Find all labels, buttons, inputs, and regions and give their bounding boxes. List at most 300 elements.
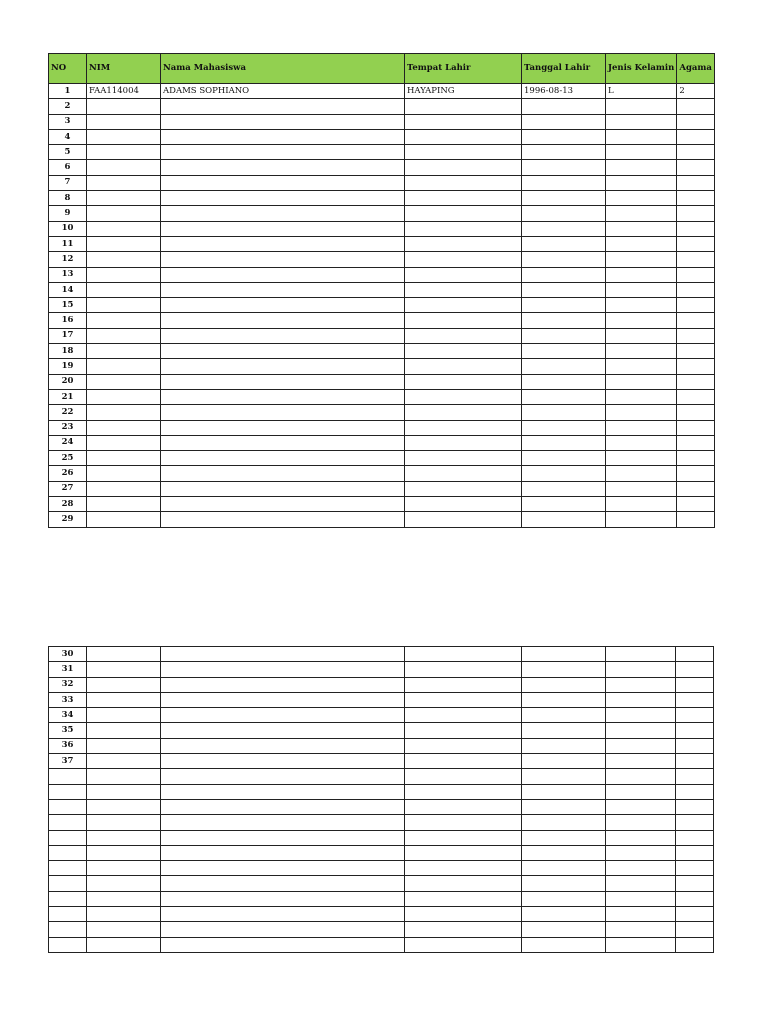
table-cell: [161, 420, 405, 435]
table-cell: [87, 252, 161, 267]
cell-no: 14: [49, 282, 87, 297]
table-cell: [161, 435, 405, 450]
cell-no: 34: [49, 708, 87, 723]
table-cell: [87, 497, 161, 512]
cell-no: 23: [49, 420, 87, 435]
table-cell: [161, 160, 405, 175]
table-cell: [676, 769, 714, 784]
table-cell: [405, 876, 522, 891]
table-cell: [606, 907, 676, 922]
cell-no: [49, 845, 87, 860]
table-cell: [161, 708, 405, 723]
table-cell: [522, 236, 606, 251]
table-cell: [87, 723, 161, 738]
table-cell: [676, 677, 714, 692]
table-cell: [606, 282, 677, 297]
table-cell: [522, 344, 606, 359]
table-cell: [522, 420, 606, 435]
cell-no: 15: [49, 298, 87, 313]
table-cell: [522, 405, 606, 420]
table-row: [49, 799, 714, 814]
cell-no: [49, 922, 87, 937]
table-cell: [606, 267, 677, 282]
table-row: [49, 497, 715, 512]
cell-no: [49, 861, 87, 876]
table-cell: [405, 512, 522, 527]
table-row: [49, 313, 715, 328]
table-cell: [161, 389, 405, 404]
table-cell: [677, 236, 715, 251]
cell-no: 3: [49, 114, 87, 129]
table-cell: [87, 845, 161, 860]
table-cell: [676, 845, 714, 860]
table-cell: [522, 876, 606, 891]
table-cell: [87, 328, 161, 343]
table-cell: [405, 298, 522, 313]
table-cell: [405, 708, 522, 723]
table-row: [49, 145, 715, 160]
table-cell: [87, 282, 161, 297]
table-cell: [676, 799, 714, 814]
table-cell: [606, 723, 676, 738]
cell-no: 2: [49, 99, 87, 114]
cell-no: 17: [49, 328, 87, 343]
table-cell: [606, 328, 677, 343]
table-row: [49, 662, 714, 677]
table-cell: [522, 328, 606, 343]
table-row: [49, 236, 715, 251]
cell-tanggal-lahir: 1996-08-13: [522, 84, 606, 99]
cell-no: 1: [49, 84, 87, 99]
table-cell: [606, 876, 676, 891]
table-cell: [676, 662, 714, 677]
table-cell: [405, 891, 522, 906]
table-cell: [405, 738, 522, 753]
table-cell: [606, 236, 677, 251]
table-cell: [405, 481, 522, 496]
table-cell: [522, 845, 606, 860]
table-row: [49, 481, 715, 496]
cell-no: [49, 876, 87, 891]
table-row: [49, 647, 714, 662]
cell-no: 18: [49, 344, 87, 359]
table-cell: [522, 160, 606, 175]
cell-no: 22: [49, 405, 87, 420]
cell-no: 21: [49, 389, 87, 404]
cell-no: [49, 799, 87, 814]
table-cell: [87, 374, 161, 389]
table-cell: [677, 420, 715, 435]
cell-nama: ADAMS SOPHIANO: [161, 84, 405, 99]
table-cell: [405, 937, 522, 952]
table-cell: [405, 451, 522, 466]
cell-no: 31: [49, 662, 87, 677]
table-cell: [677, 374, 715, 389]
cell-no: [49, 937, 87, 952]
table-cell: [161, 815, 405, 830]
table-row: [49, 114, 715, 129]
student-table-page-2: [48, 646, 714, 953]
table-cell: [87, 481, 161, 496]
table-cell: [522, 313, 606, 328]
table-cell: [677, 328, 715, 343]
table-cell: [161, 937, 405, 952]
table-cell: [522, 145, 606, 160]
table-cell: [161, 206, 405, 221]
cell-no: 11: [49, 236, 87, 251]
cell-no: 26: [49, 466, 87, 481]
table-cell: [606, 160, 677, 175]
table-cell: [87, 907, 161, 922]
table-cell: [161, 692, 405, 707]
table-cell: [161, 512, 405, 527]
table-row: [49, 754, 714, 769]
table-cell: [87, 236, 161, 251]
table-cell: [161, 907, 405, 922]
table-cell: [606, 861, 676, 876]
cell-no: 6: [49, 160, 87, 175]
table-cell: [676, 738, 714, 753]
table-cell: [87, 175, 161, 190]
cell-nim: FAA114004: [87, 84, 161, 99]
table-row: [49, 708, 714, 723]
table-cell: [522, 738, 606, 753]
table-cell: [522, 677, 606, 692]
table-cell: [677, 206, 715, 221]
table-cell: [405, 466, 522, 481]
table-cell: [405, 160, 522, 175]
table-cell: [522, 298, 606, 313]
table-row: [49, 374, 715, 389]
table-cell: [161, 129, 405, 144]
table-cell: [161, 784, 405, 799]
table-cell: [405, 420, 522, 435]
table-row: [49, 891, 714, 906]
table-cell: [405, 344, 522, 359]
table-cell: [606, 175, 677, 190]
table-cell: [405, 907, 522, 922]
table-cell: [522, 252, 606, 267]
table-cell: [405, 799, 522, 814]
cell-no: 9: [49, 206, 87, 221]
table-cell: [161, 191, 405, 206]
cell-no: 13: [49, 267, 87, 282]
table-cell: [522, 662, 606, 677]
cell-no: 29: [49, 512, 87, 527]
table-cell: [87, 405, 161, 420]
table-cell: [161, 738, 405, 753]
cell-no: 19: [49, 359, 87, 374]
table-cell: [87, 267, 161, 282]
table-cell: [161, 359, 405, 374]
table-cell: [522, 435, 606, 450]
cell-no: 24: [49, 435, 87, 450]
table-cell: [87, 876, 161, 891]
table-cell: [606, 405, 677, 420]
table-row: [49, 129, 715, 144]
table-cell: [161, 114, 405, 129]
table-cell: [606, 420, 677, 435]
table-cell: [87, 435, 161, 450]
table-cell: [677, 191, 715, 206]
table-cell: [677, 512, 715, 527]
cell-no: 4: [49, 129, 87, 144]
header-no: NO: [49, 54, 87, 84]
table-row: [49, 784, 714, 799]
table-cell: [522, 815, 606, 830]
table-cell: [606, 481, 677, 496]
table-cell: [606, 497, 677, 512]
table-cell: [161, 145, 405, 160]
table-cell: [161, 876, 405, 891]
table-cell: [87, 160, 161, 175]
table-cell: [87, 754, 161, 769]
header-nama-mahasiswa: Nama Mahasiswa: [161, 54, 405, 84]
table-row: [49, 876, 714, 891]
table-cell: [522, 647, 606, 662]
table-cell: [677, 252, 715, 267]
table-cell: [522, 99, 606, 114]
table-cell: [405, 784, 522, 799]
table-cell: [87, 799, 161, 814]
table-cell: [677, 114, 715, 129]
table-cell: [405, 313, 522, 328]
table-cell: [405, 677, 522, 692]
table-row: [49, 359, 715, 374]
table-cell: [606, 206, 677, 221]
table-cell: [606, 451, 677, 466]
table-cell: [405, 769, 522, 784]
table-cell: [522, 282, 606, 297]
table-row: [49, 512, 715, 527]
table-cell: [606, 662, 676, 677]
table-cell: [677, 359, 715, 374]
table-cell: [87, 99, 161, 114]
table-cell: [522, 129, 606, 144]
table-cell: [405, 359, 522, 374]
header-tempat-lahir: Tempat Lahir: [405, 54, 522, 84]
table-cell: [522, 451, 606, 466]
table-cell: [522, 723, 606, 738]
table-row: [49, 328, 715, 343]
table-cell: [161, 845, 405, 860]
table-cell: [405, 405, 522, 420]
table-cell: [522, 175, 606, 190]
table-cell: [606, 435, 677, 450]
table-cell: [161, 236, 405, 251]
table-cell: [161, 647, 405, 662]
table-cell: [161, 662, 405, 677]
table-cell: [87, 922, 161, 937]
table-cell: [405, 252, 522, 267]
table-cell: [87, 937, 161, 952]
table-cell: [87, 313, 161, 328]
table-cell: [676, 891, 714, 906]
table-cell: [522, 114, 606, 129]
table-cell: [606, 145, 677, 160]
table-cell: [522, 221, 606, 236]
header-jenis-kelamin: Jenis Kelamin: [606, 54, 677, 84]
table-cell: [405, 175, 522, 190]
table-cell: [87, 512, 161, 527]
table-cell: [522, 769, 606, 784]
cell-no: [49, 784, 87, 799]
table-cell: [87, 861, 161, 876]
table-row: [49, 344, 715, 359]
table-cell: [161, 830, 405, 845]
cell-no: 10: [49, 221, 87, 236]
table-cell: [606, 830, 676, 845]
cell-no: [49, 907, 87, 922]
table-cell: [87, 708, 161, 723]
cell-no: 35: [49, 723, 87, 738]
table-cell: [606, 922, 676, 937]
table-cell: [161, 677, 405, 692]
cell-no: [49, 815, 87, 830]
header-nim: NIM: [87, 54, 161, 84]
table-row: [49, 405, 715, 420]
table-cell: [161, 313, 405, 328]
table-row: [49, 191, 715, 206]
table-cell: [676, 647, 714, 662]
table-cell: [405, 845, 522, 860]
table-row: [49, 861, 714, 876]
student-table-page-1: [48, 53, 715, 528]
table-row: [49, 99, 715, 114]
cell-no: 12: [49, 252, 87, 267]
table-row: [49, 907, 714, 922]
cell-no: 27: [49, 481, 87, 496]
table-cell: [676, 815, 714, 830]
header-tanggal-lahir: Tanggal Lahir: [522, 54, 606, 84]
table-cell: [676, 861, 714, 876]
cell-no: 28: [49, 497, 87, 512]
table-cell: [606, 221, 677, 236]
table-cell: [522, 907, 606, 922]
table-cell: [87, 389, 161, 404]
table-cell: [522, 830, 606, 845]
table-cell: [606, 512, 677, 527]
table-cell: [405, 389, 522, 404]
table-row: [49, 922, 714, 937]
table-cell: [606, 754, 676, 769]
table-cell: [405, 435, 522, 450]
cell-agama: 2: [677, 84, 715, 99]
table-row: [49, 815, 714, 830]
table-cell: [676, 692, 714, 707]
table-cell: [606, 738, 676, 753]
table-cell: [606, 374, 677, 389]
table-cell: [606, 298, 677, 313]
table-cell: [87, 114, 161, 129]
table-cell: [87, 191, 161, 206]
table-cell: [677, 405, 715, 420]
header-row: [49, 54, 715, 84]
table-cell: [87, 451, 161, 466]
cell-no: [49, 891, 87, 906]
table-cell: [522, 891, 606, 906]
table-cell: [87, 344, 161, 359]
table-cell: [161, 99, 405, 114]
table-cell: [522, 692, 606, 707]
table-row: [49, 282, 715, 297]
table-cell: [522, 799, 606, 814]
table-row: [49, 84, 715, 99]
table-cell: [606, 769, 676, 784]
table-cell: [606, 359, 677, 374]
cell-jenis-kelamin: L: [606, 84, 677, 99]
table-cell: [606, 129, 677, 144]
table-cell: [161, 861, 405, 876]
table-cell: [161, 344, 405, 359]
table-cell: [676, 723, 714, 738]
table-cell: [606, 937, 676, 952]
table-cell: [87, 738, 161, 753]
table-cell: [87, 662, 161, 677]
table-row: [49, 206, 715, 221]
table-cell: [161, 481, 405, 496]
table-cell: [522, 937, 606, 952]
table-row: [49, 298, 715, 313]
table-cell: [405, 723, 522, 738]
table-cell: [676, 907, 714, 922]
table-cell: [405, 662, 522, 677]
table-cell: [161, 282, 405, 297]
table-cell: [405, 922, 522, 937]
table-row: [49, 435, 715, 450]
table-row: [49, 267, 715, 282]
cell-no: 30: [49, 647, 87, 662]
table-cell: [87, 145, 161, 160]
table-cell: [87, 359, 161, 374]
cell-no: 25: [49, 451, 87, 466]
table-cell: [522, 708, 606, 723]
table-cell: [405, 497, 522, 512]
table-cell: [405, 282, 522, 297]
table-cell: [405, 692, 522, 707]
table-cell: [677, 344, 715, 359]
cell-no: 7: [49, 175, 87, 190]
table-cell: [405, 191, 522, 206]
table-cell: [677, 160, 715, 175]
table-cell: [161, 723, 405, 738]
table-row: [49, 466, 715, 481]
table-cell: [161, 451, 405, 466]
table-cell: [161, 252, 405, 267]
table-row: [49, 738, 714, 753]
table-row: [49, 389, 715, 404]
table-cell: [676, 937, 714, 952]
table-cell: [606, 708, 676, 723]
table-cell: [606, 389, 677, 404]
table-cell: [405, 647, 522, 662]
table-cell: [87, 769, 161, 784]
table-row: [49, 723, 714, 738]
table-cell: [405, 99, 522, 114]
table-cell: [677, 313, 715, 328]
table-cell: [87, 891, 161, 906]
table-cell: [606, 815, 676, 830]
table-cell: [677, 298, 715, 313]
table-cell: [87, 420, 161, 435]
table-cell: [161, 754, 405, 769]
cell-no: 20: [49, 374, 87, 389]
table-cell: [161, 374, 405, 389]
table-cell: [87, 647, 161, 662]
table-cell: [676, 784, 714, 799]
table-cell: [522, 389, 606, 404]
table-cell: [161, 922, 405, 937]
